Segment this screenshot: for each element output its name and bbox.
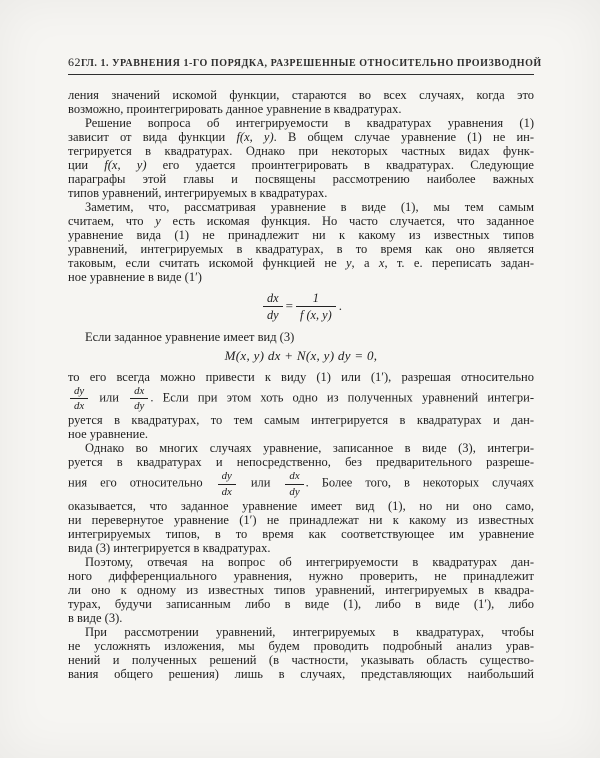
text-line: интегрируемых типов, в то время как соответствующее им уравнение <box>68 526 534 541</box>
paragraph <box>68 116 534 200</box>
fraction: $\frac{dy}{dx}$ <box>70 385 88 413</box>
running-head: ГЛ. 1. УРАВНЕНИЯ 1-ГО ПОРЯДКА, РАЗРЕШЕННЫЕ ОТНОСИТЕЛЬНО ПРОИЗВОДНОЙ <box>81 58 542 69</box>
text-line: ное уравнение в виде (1′) <box>68 270 202 284</box>
page-number: 62 <box>68 55 81 69</box>
paragraph <box>68 441 534 555</box>
text-line: тегрируется в квадратурах. Однако при некоторых частных видах функ- <box>68 144 534 158</box>
text-line: Если заданное уравнение имеет вид (3) <box>85 329 295 344</box>
paragraph <box>68 370 534 442</box>
text-line: руется в квадратурах и непосредственно, без предварительного разреше- <box>68 455 534 470</box>
math-inline: f(x, y) <box>104 158 147 172</box>
text-line: ли оно к одному из известных типов уравнений, интегрируемых в квадра- <box>68 582 534 597</box>
math-inline: M(x, y) dx + N(x, y) dy = 0, <box>224 347 378 363</box>
text-line: не усложнять изложения, мы будем проводить подробный анализ урав- <box>68 638 534 653</box>
text-line: руется в квадратурах, то тем самым интегрируется в квадратурах и дан- <box>68 413 534 428</box>
equation-3 <box>68 349 534 363</box>
text-line: параграфы этой главы и посвящены рассмотрению наиболее важных <box>68 172 534 186</box>
text-line: считаем, что y есть искомая функция. Но часто случается, что заданное <box>68 214 534 228</box>
page-body <box>68 88 534 681</box>
fraction: $\frac{dx}{dy}$ <box>130 385 148 413</box>
text-line: типов уравнений, интегрируемых в квадратурах. <box>68 186 328 200</box>
paragraph <box>68 555 534 625</box>
text-line: ния его относительно $\frac{dy}{dx}$ или $\frac{dx}{dy}$ . Более того, в некоторых случаях <box>68 470 534 498</box>
page-content <box>68 55 542 681</box>
text-line: оказывается, что заданное уравнение имеет вид (1), но ни оно само, <box>68 498 534 513</box>
text-line: вания общего решения) лишь в случаях, представляющих наибольший <box>68 666 534 681</box>
math-inline: f(x, y) <box>236 130 274 144</box>
text-line: Поэтому, отвечая на вопрос об интегрируемости в квадратурах дан- <box>85 554 534 569</box>
text-line: $\frac{dy}{dx}$ или $\frac{dx}{dy}$ . Если при этом хоть одно из полученных уравнений интегри- <box>68 384 534 414</box>
math-inline: y <box>345 256 352 270</box>
math-inline: y <box>155 214 161 228</box>
math-inline: x <box>378 256 385 270</box>
text-line: Однако во многих случаях уравнение, записанное в виде (3), интегри- <box>85 441 534 456</box>
text-line: ления значений искомой функции, стараются во всех случаях, когда это <box>68 88 534 102</box>
paragraph <box>68 88 534 116</box>
text-line: вида (3) интегрируется в квадратурах. <box>68 540 271 555</box>
fraction: $\frac{dx}{dy}$ <box>285 470 303 498</box>
text-line: возможно, проинтегрировать данное уравнение в квадратурах. <box>68 102 402 116</box>
text-line: таковым, если считать искомой функцией не y, а x, т. е. переписать задан- <box>68 256 534 270</box>
text-line: уравнение вида (1) не принадлежит ни к какому из известных типов <box>68 228 534 242</box>
paragraph <box>68 200 534 284</box>
paragraph <box>68 330 534 344</box>
fraction: $\frac{1}{f (x, y)}$ <box>296 291 336 322</box>
text-line: Решение вопроса об интегрируемости в квадратурах уравнения (1) <box>85 116 534 130</box>
text-line: Заметим, что, рассматривая уравнение в виде (1), мы тем самым <box>85 200 534 214</box>
paragraph <box>68 625 534 681</box>
text-line: ни перевернутое уравнение (1′) не принадлежат ни к какому из известных <box>68 512 534 527</box>
text-line: ного дифференциального уравнения, нужно проверить, не принадлежит <box>68 568 534 583</box>
text-line: турах, будучи записанным либо в виде (1), либо в виде (1′), либо <box>68 596 534 611</box>
text-line: то его всегда можно привести к виду (1) или (1′), разрешая относительно <box>68 369 534 384</box>
fraction: $\frac{dy}{dx}$ <box>218 470 236 498</box>
text-line: При рассмотрении уравнений, интегрируемых в квадратурах, чтобы <box>85 624 534 639</box>
fraction: $\frac{dx}{dy}$ <box>263 291 283 322</box>
text-line: ции f(x, y) его удается проинтегрировать в квадратурах. Следующие <box>68 158 534 172</box>
text-line: в виде (3). <box>68 610 123 625</box>
page-header <box>68 55 542 75</box>
equation-1-prime: $\frac{dx}{dy}$ = $\frac{1}{f (x, y)}$ . <box>68 291 534 322</box>
text-line: ное уравнение. <box>68 427 149 442</box>
text-line: уравнений, интегрируемых в квадратурах, в то время как оно является <box>68 242 534 256</box>
text-line: зависит от вида функции f(x, y). В общем случае уравнение (1) не ин- <box>68 130 534 144</box>
text-line: нений и полученных решений (в частности, указывать область существо- <box>68 652 534 667</box>
